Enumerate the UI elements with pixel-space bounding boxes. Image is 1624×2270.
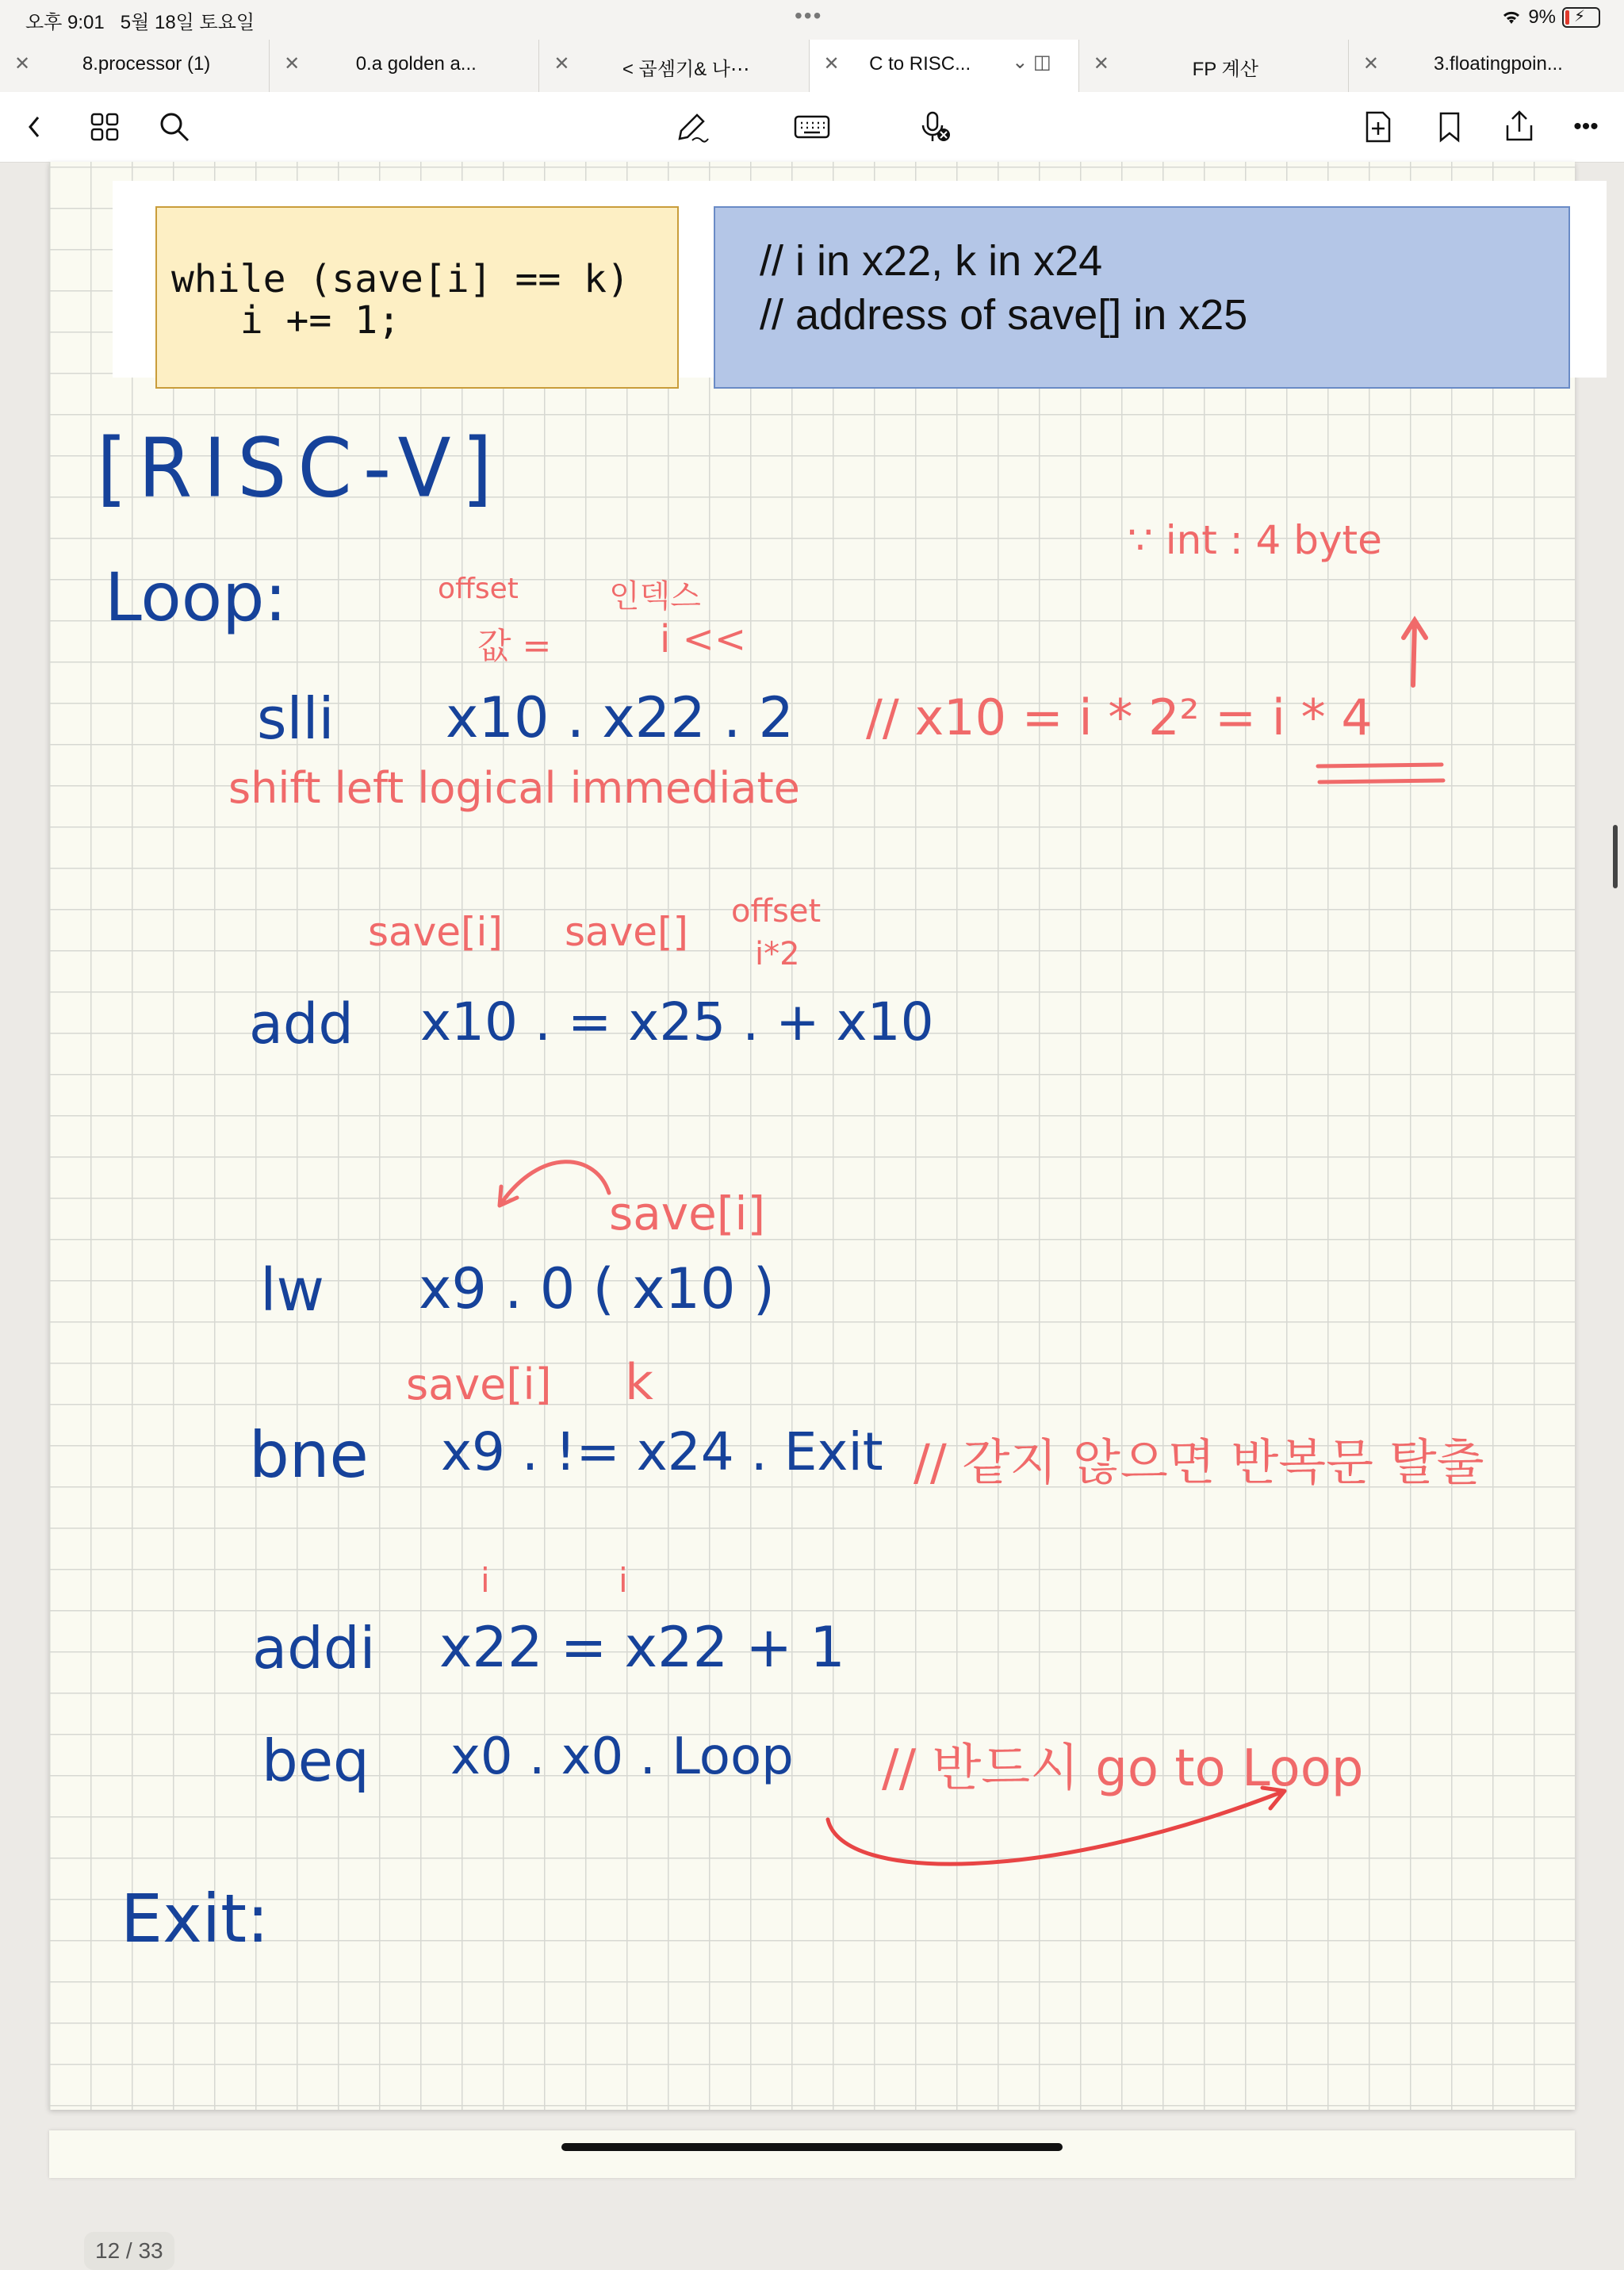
mic-off-icon[interactable] — [917, 108, 955, 146]
tab-3[interactable] — [539, 40, 809, 92]
tab-1[interactable] — [0, 40, 270, 92]
comment-line-1: // i in x22, k in x24 — [760, 237, 1103, 285]
more-icon[interactable]: ••• — [1573, 113, 1599, 140]
scroll-indicator[interactable] — [1613, 825, 1618, 888]
double-underline-stroke — [1318, 765, 1443, 782]
next-page-preview[interactable] — [49, 2130, 1575, 2178]
save-i-note-3: save[i] — [406, 1359, 552, 1409]
battery-icon: ⚡ — [1562, 7, 1600, 28]
close-icon[interactable]: ✕ — [14, 53, 31, 75]
add-op: add — [249, 991, 354, 1056]
back-icon[interactable] — [16, 108, 54, 146]
battery-percent: 9% — [1528, 6, 1556, 28]
save-i-note-1: save[i] — [368, 909, 503, 955]
tab-4-active[interactable] — [810, 40, 1079, 92]
tab-2[interactable] — [270, 40, 539, 92]
tab-label: < 곱셈기& 나⋯ — [622, 59, 749, 80]
index-note: 인덱스 — [609, 578, 701, 615]
slli-comment: // x10 = i * 2² = i * 4 — [866, 688, 1373, 746]
comment-line-2: // address of save[] in x25 — [760, 291, 1248, 339]
slli-description: shift left logical immediate — [228, 763, 800, 813]
offset-note-2: offset — [731, 893, 822, 930]
i-mark-2: i — [619, 1561, 628, 1600]
tab-label: FP 계산 — [1192, 59, 1258, 80]
toolbar — [0, 92, 1624, 163]
search-icon[interactable] — [155, 108, 193, 146]
exit-label: Exit: — [121, 1880, 270, 1957]
code-line-2: i += 1; — [171, 298, 400, 343]
code-line-1: while (save[i] == k) — [171, 257, 630, 301]
tab-bar — [0, 40, 1624, 92]
add-page-icon[interactable] — [1359, 108, 1397, 146]
beq-op: beq — [262, 1727, 370, 1794]
tab-label: C to RISC... — [869, 53, 971, 75]
close-icon[interactable]: ✕ — [823, 53, 840, 75]
slli-op: slli — [257, 685, 335, 752]
save-i-note-2: save[i] — [609, 1187, 766, 1240]
lw-args: x9 . 0 ( x10 ) — [419, 1256, 776, 1321]
slide-image — [113, 181, 1607, 378]
beq-args: x0 . x0 . Loop — [450, 1727, 794, 1786]
bne-op: bne — [249, 1418, 369, 1492]
bookmark-icon[interactable] — [1431, 108, 1469, 146]
close-icon[interactable]: ✕ — [1362, 53, 1379, 75]
tab-options-icon[interactable]: ⌄ ◫ — [1012, 52, 1051, 73]
multitasking-dots-icon[interactable]: ••• — [795, 3, 823, 28]
close-icon[interactable]: ✕ — [553, 53, 570, 75]
up-arrow-stroke — [1404, 620, 1426, 685]
pen-icon[interactable] — [672, 108, 710, 146]
status-right — [1501, 6, 1600, 29]
page-indicator: 12 / 33 — [84, 2232, 174, 2270]
i-mark-1: i — [481, 1561, 490, 1600]
bne-args: x9 . != x24 . Exit — [441, 1421, 883, 1482]
i-times-2-note: i*2 — [755, 936, 800, 972]
tab-label: 3.floatingpoin... — [1434, 53, 1563, 75]
wifi-icon — [1501, 10, 1522, 25]
close-icon[interactable]: ✕ — [284, 53, 301, 75]
register-comment-box — [714, 206, 1570, 389]
add-args: x10 . = x25 . + x10 — [420, 991, 934, 1053]
tab-label: 0.a golden a... — [355, 53, 477, 75]
k-note: k — [625, 1353, 653, 1411]
curved-arrow-stroke — [500, 1162, 609, 1206]
tab-6[interactable] — [1349, 40, 1624, 92]
lw-op: lw — [260, 1256, 325, 1325]
status-time: 오후 9:01 5월 18일 토요일 — [25, 12, 255, 33]
slli-args: x10 . x22 . 2 — [446, 685, 795, 750]
grid-icon[interactable] — [86, 108, 124, 146]
save-array-note: save[] — [565, 909, 689, 955]
i-shift-note: i << — [660, 617, 747, 661]
c-code-box — [155, 206, 679, 389]
addi-op: addi — [252, 1615, 376, 1681]
status-bar — [0, 0, 1624, 40]
offset-note-1: offset — [438, 573, 519, 605]
c-code — [171, 259, 630, 341]
home-indicator[interactable] — [561, 2143, 1063, 2151]
keyboard-icon[interactable] — [793, 108, 831, 146]
note-page[interactable] — [49, 162, 1575, 2263]
addi-args: x22 = x22 + 1 — [439, 1615, 845, 1680]
close-icon[interactable]: ✕ — [1093, 53, 1109, 75]
tab-5[interactable] — [1079, 40, 1349, 92]
int-size-note: ∵ int : 4 byte — [1128, 517, 1382, 563]
title-handwritten: [RISC-V] — [97, 421, 504, 516]
bne-comment: // 같지 않으면 반복문 탈출 — [914, 1433, 1484, 1491]
tab-label: 8.processor (1) — [82, 53, 211, 75]
share-icon[interactable] — [1500, 108, 1538, 146]
beq-comment: // 반드시 go to Loop — [882, 1739, 1364, 1798]
loop-label: Loop: — [105, 558, 287, 636]
value-eq-note: 값 = — [477, 626, 552, 666]
